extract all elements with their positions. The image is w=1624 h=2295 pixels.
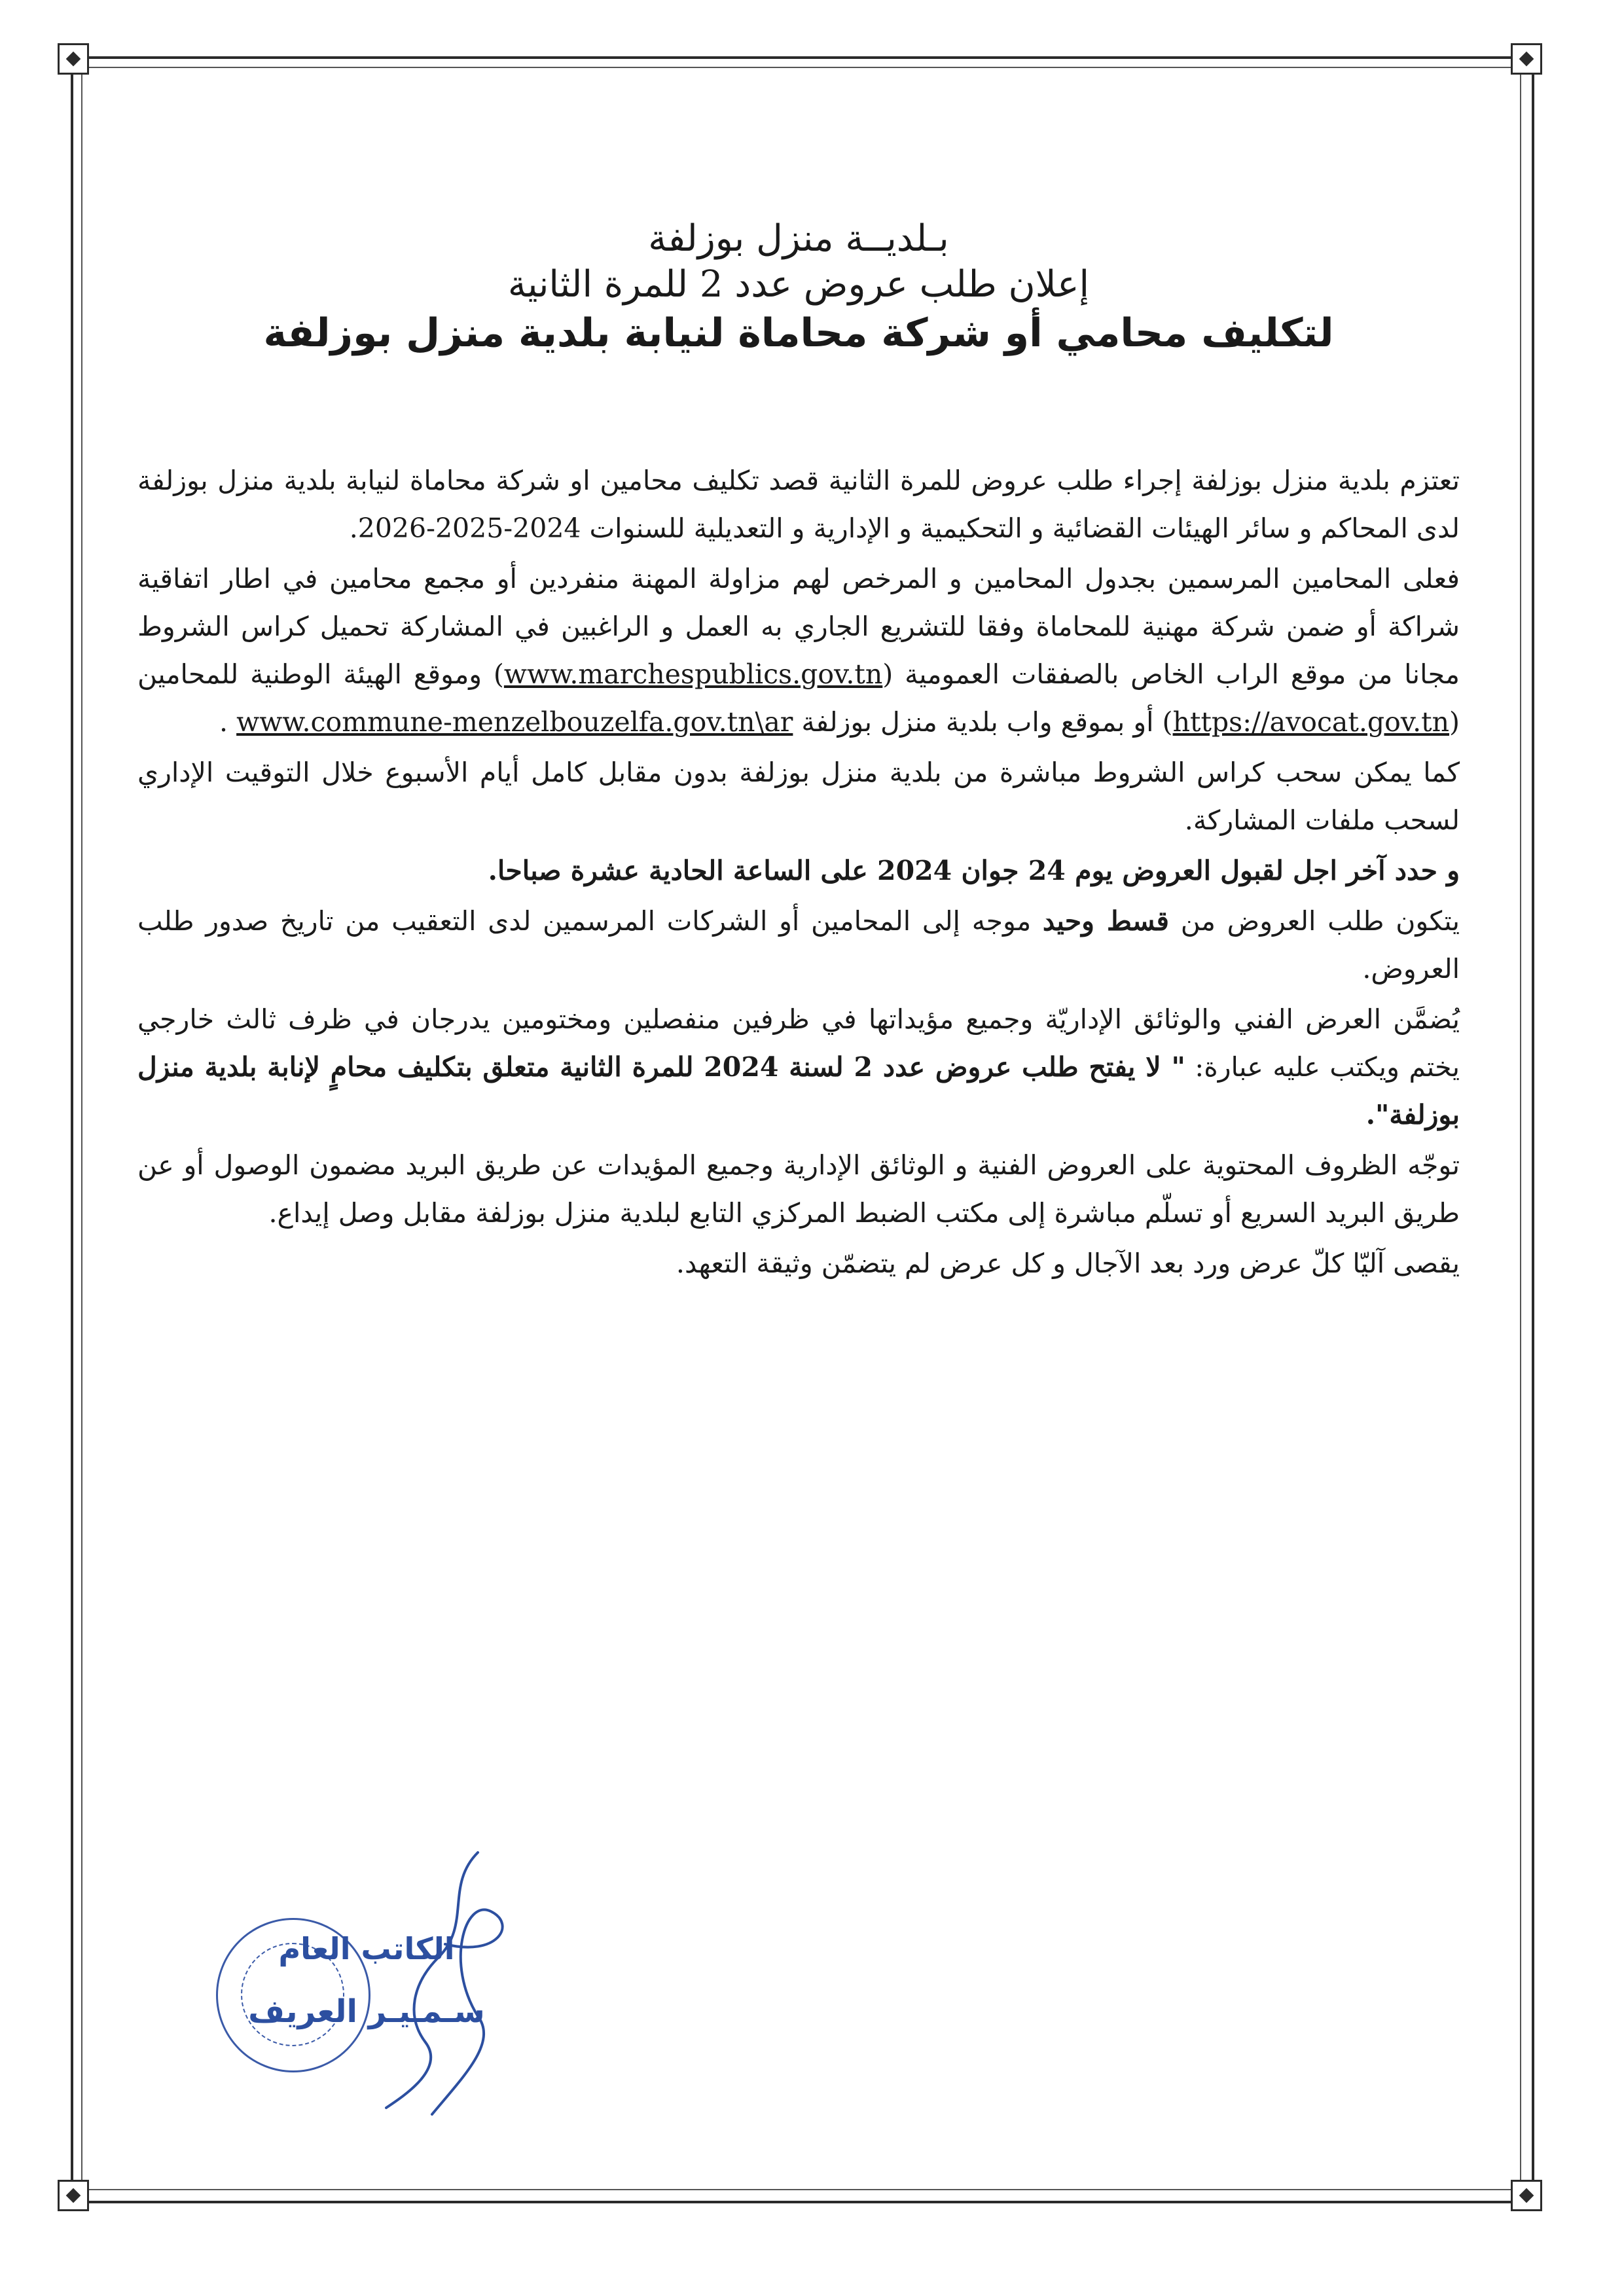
- paragraph-exclusion: يقصى آليّا كلّ عرض ورد بعد الآجال و كل عرض لم يتضمّن وثيقة التعهد.: [676, 1248, 1460, 1279]
- paragraph-withdrawal: كما يمكن سحب كراس الشروط مباشرة من بلدية منزل بوزلفة بدون مقابل كامل أيام الأسبوع خلال التوقيت الإداري لسحب ملفات المشاركة.: [137, 757, 1460, 836]
- paragraph-eligibility-text-d: .: [219, 706, 237, 738]
- paragraph-delivery: توجّه الظروف المحتوية على العروض الفنية و الوثائق الإدارية وجميع المؤيدات عن طريق البريد مضمون الوصول أو عن طريق البريد السريع أو تسلّم مباشرة إلى مكتب الضبط المركزي التابع لبلدية منزل بوزلفة مقابل وصل إيداع.: [137, 1149, 1460, 1229]
- announcement-subject: لتكليف محامي أو شركة محاماة لنيابة بلدية منزل بوزلفة: [263, 310, 1334, 356]
- paragraph-intro: تعتزم بلدية منزل بوزلفة إجراء طلب عروض للمرة الثانية قصد تكليف محامين او شركة محاماة لنيابة بلدية منزل بوزلفة لدى المحاكم و سائر الهيئات القضائية و التحكيمية و الإدارية و التعديلية للسنوات 2024-2025-2026.: [137, 465, 1460, 544]
- document-content: [137, 216, 1460, 1290]
- announcement-title: إعلان طلب عروض عدد 2 للمرة الثانية: [507, 263, 1090, 306]
- link-commune[interactable]: www.commune-menzelbouzelfa.gov.tn\ar: [236, 706, 793, 738]
- paragraph-lot-text-b: موجه إلى المحامين أو الشركات المرسمين لدى التعقيب من تاريخ صدور طلب العروض.: [137, 905, 1460, 985]
- corner-ornament-bottom-right: [1511, 2180, 1542, 2211]
- signatory-name: سـمـيـر العريف: [248, 1993, 485, 2030]
- paragraph-deadline: و حدد آخر اجل لقبول العروض يوم 24 جوان 2024 على الساعة الحادية عشرة صباحا.: [488, 855, 1460, 886]
- corner-ornament-top-left: [58, 43, 89, 75]
- paragraph-envelopes: [137, 996, 1460, 1139]
- paragraph-lot: [137, 897, 1460, 993]
- corner-ornament-top-right: [1511, 43, 1542, 75]
- link-avocat[interactable]: https://avocat.gov.tn: [1172, 706, 1449, 738]
- corner-ornament-bottom-left: [58, 2180, 89, 2211]
- paragraph-eligibility-text-b: ) وموقع الهيئة الوطنية للمحامين (: [137, 659, 1460, 738]
- paragraph-envelopes-text: يُضمَّن العرض الفني والوثائق الإداريّة وجميع مؤيداتها في ظرفين منفصلين ومختومين يدرجان في ظرف ثالث خارجي يختم ويكتب عليه عبارة:: [137, 1003, 1460, 1083]
- signatory-title: الكاتب العام: [278, 1931, 455, 1966]
- link-marchespublics[interactable]: www.marchespublics.gov.tn: [503, 659, 883, 690]
- document-header: [137, 216, 1460, 359]
- paragraph-envelopes-bold: " لا يفتح طلب عروض عدد 2 لسنة 2024 للمرة الثانية متعلق بتكليف محامٍ لإنابة بلدية منزل بوزلفة".: [137, 1051, 1460, 1130]
- handwritten-signature: [367, 1846, 537, 2121]
- paragraph-lot-bold: قسط وحيد: [1042, 905, 1170, 937]
- paragraph-lot-text-a: يتكون طلب العروض من: [1169, 905, 1460, 937]
- municipality-name: بـلديــة منزل بوزلفة: [648, 217, 949, 260]
- paragraph-eligibility-text-a: فعلى المحامين المرسمين بجدول المحامين و المرخص لهم مزاولة المهنة منفردين أو مجمع محامين في اطار اتفاقية شراكة أو ضمن شركة مهنية للمحاماة وفقا للتشريع الجاري به العمل و الراغبين في المشاركة تحميل كراس الشروط مجانا من موقع الراب الخاص بالصفقات العمومية (: [137, 563, 1460, 690]
- paragraph-eligibility-text-c: ) أو بموقع واب بلدية منزل بوزلفة: [793, 706, 1173, 738]
- paragraph-eligibility: [137, 555, 1460, 746]
